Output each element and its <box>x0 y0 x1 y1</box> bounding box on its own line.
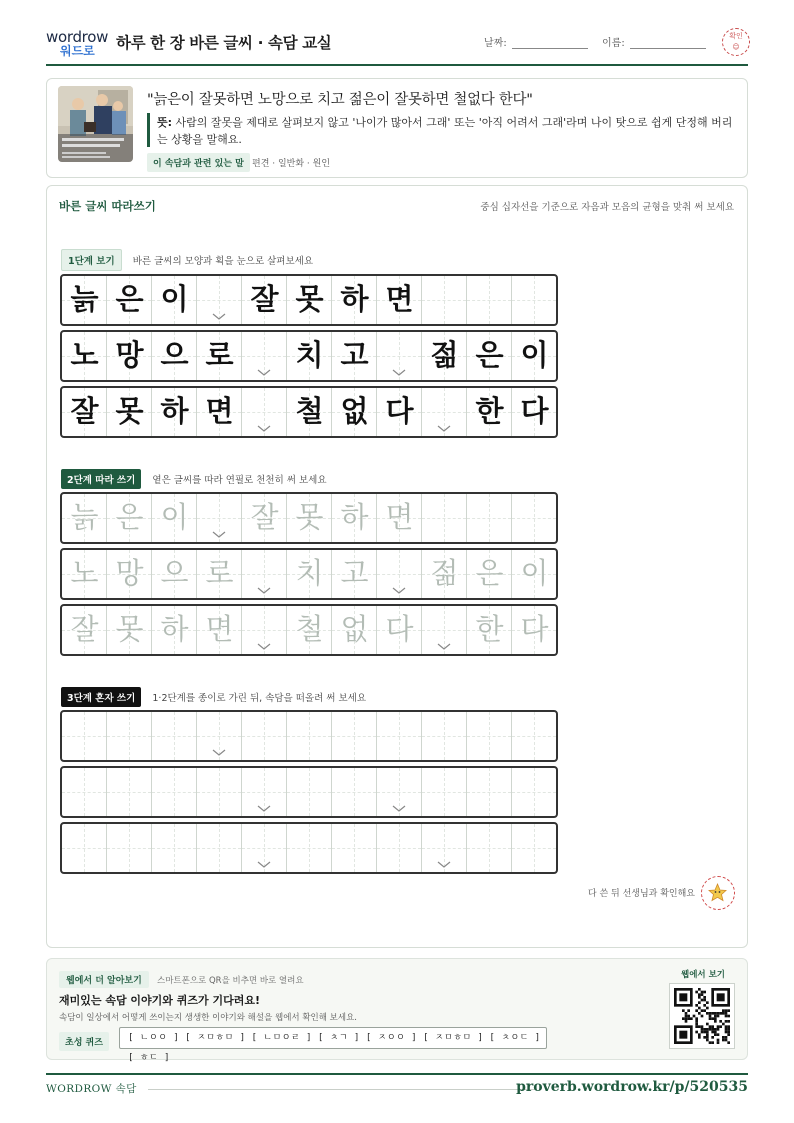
stage1-badge: 1단계 보기 <box>61 249 122 271</box>
grid-cell[interactable] <box>332 494 377 542</box>
hangul-char: 면 <box>385 282 414 316</box>
grid-cell <box>152 332 197 380</box>
grid-cell[interactable] <box>287 824 332 872</box>
grid-cell[interactable] <box>62 712 107 760</box>
grid-cell[interactable] <box>62 550 107 598</box>
grid-cell[interactable] <box>512 550 557 598</box>
hangul-char: 치 <box>295 338 324 372</box>
hangul-char: 한 <box>475 612 504 646</box>
name-label: 이름: <box>602 38 625 49</box>
trace-row[interactable] <box>60 492 558 544</box>
grid-cell[interactable] <box>422 550 467 598</box>
stamp-text: 확인 <box>729 32 743 40</box>
grid-cell[interactable] <box>512 606 557 654</box>
grid-cell[interactable] <box>377 606 422 654</box>
meaning-label: 뜻: <box>157 116 173 129</box>
hangul-char: 다 <box>385 612 414 646</box>
grid-cell[interactable] <box>287 712 332 760</box>
grid-cell <box>107 388 152 436</box>
grid-cell[interactable] <box>152 712 197 760</box>
qr-code-icon[interactable] <box>669 983 735 1049</box>
grid-cell <box>197 332 242 380</box>
grid-cell[interactable] <box>197 768 242 816</box>
web-title: 재미있는 속담 이야기와 퀴즈가 기다려요! <box>59 994 260 1007</box>
grid-cell <box>242 276 287 324</box>
hangul-char: 잘 <box>70 394 99 428</box>
hangul-char: 젊 <box>430 556 459 590</box>
grid-cell <box>107 276 152 324</box>
hangul-char: 다 <box>520 394 549 428</box>
grid-cell[interactable] <box>512 494 557 542</box>
grid-cell[interactable] <box>152 606 197 654</box>
star-stamp-icon <box>701 876 735 910</box>
grid-cell[interactable] <box>152 494 197 542</box>
grid-cell[interactable] <box>197 606 242 654</box>
grid-cell[interactable] <box>62 606 107 654</box>
grid-cell[interactable] <box>332 550 377 598</box>
hangul-char: 면 <box>205 394 234 428</box>
grid-cell <box>152 276 197 324</box>
grid-cell[interactable] <box>422 824 467 872</box>
grid-cell[interactable] <box>467 550 512 598</box>
footer-divider <box>46 1073 748 1075</box>
grid-cell[interactable] <box>512 712 557 760</box>
grid-cell <box>332 332 377 380</box>
grid-cell <box>242 332 287 380</box>
hangul-char: 망 <box>115 338 144 372</box>
hangul-char: 못 <box>115 612 144 646</box>
hangul-char: 이 <box>520 556 549 590</box>
grid-cell[interactable] <box>467 606 512 654</box>
stamp-face-icon: ☺ <box>732 43 740 51</box>
grid-cell[interactable] <box>197 550 242 598</box>
related-words: 편견 · 일반화 · 원인 <box>252 159 331 169</box>
grid-cell <box>467 388 512 436</box>
grid-cell[interactable] <box>287 768 332 816</box>
hangul-char: 은 <box>115 500 144 534</box>
trace-row[interactable] <box>60 548 558 600</box>
grid-cell <box>467 332 512 380</box>
grid-cell[interactable] <box>422 712 467 760</box>
grid-cell[interactable] <box>242 768 287 816</box>
grid-cell[interactable] <box>422 494 467 542</box>
model-row <box>60 274 558 326</box>
grid-cell[interactable] <box>332 712 377 760</box>
grid-cell <box>467 276 512 324</box>
grid-cell[interactable] <box>377 712 422 760</box>
check-stamp <box>722 28 750 56</box>
proverb-meaning <box>157 114 737 148</box>
grid-cell[interactable] <box>197 824 242 872</box>
practice-hint: 중심 십자선을 기준으로 자음과 모음의 균형을 맞춰 써 보세요 <box>480 202 734 213</box>
hangul-char: 다 <box>385 394 414 428</box>
hangul-char: 망 <box>115 556 144 590</box>
grid-cell <box>377 276 422 324</box>
related-tag: 이 속담과 관련 있는 말 <box>147 153 250 172</box>
web-description: 속담이 일상에서 어떻게 쓰이는지 생생한 이야기와 해설을 웹에서 확인해 보세요. <box>59 1013 357 1023</box>
hangul-char: 노 <box>70 556 99 590</box>
grid-cell[interactable] <box>242 824 287 872</box>
space-mark-icon <box>256 854 272 864</box>
grid-cell <box>512 332 557 380</box>
hangul-char: 로 <box>205 338 234 372</box>
hangul-char: 은 <box>475 338 504 372</box>
grid-cell[interactable] <box>242 606 287 654</box>
space-mark-icon <box>391 798 407 808</box>
grid-cell[interactable] <box>107 712 152 760</box>
practice-title: 바른 글씨 따라쓰기 <box>59 199 156 213</box>
grid-cell <box>287 388 332 436</box>
hangul-char: 잘 <box>250 282 279 316</box>
grid-cell <box>287 332 332 380</box>
grid-cell <box>62 332 107 380</box>
grid-cell[interactable] <box>512 768 557 816</box>
grid-cell[interactable] <box>197 494 242 542</box>
grid-cell[interactable] <box>467 712 512 760</box>
space-mark-icon <box>436 854 452 864</box>
grid-cell[interactable] <box>62 768 107 816</box>
hangul-char: 늙 <box>70 282 99 316</box>
grid-cell[interactable] <box>62 824 107 872</box>
space-mark-icon <box>256 362 272 372</box>
footer-brand: WORDROW 속담 <box>46 1083 137 1095</box>
grid-cell <box>242 388 287 436</box>
grid-cell[interactable] <box>242 494 287 542</box>
stage3-header <box>61 686 366 707</box>
grid-cell[interactable] <box>467 768 512 816</box>
grid-cell <box>332 276 377 324</box>
model-row <box>60 330 558 382</box>
logo-wordmark: wordrow <box>46 28 109 46</box>
grid-cell <box>512 388 557 436</box>
space-mark-icon <box>211 742 227 752</box>
meaning-text: 사람의 잘못을 제대로 살펴보지 않고 '나이가 많아서 그래' 또는 '아직 어려서 그래'라며 나이 탓으로 쉽게 단정해 버리는 상황을 말해요. <box>157 116 733 146</box>
footer-url[interactable]: proverb.wordrow.kr/p/520535 <box>516 1079 748 1095</box>
web-more-box <box>46 958 748 1063</box>
blank-row[interactable] <box>60 710 558 762</box>
wordrow-logo <box>46 28 108 60</box>
grid-cell[interactable] <box>107 606 152 654</box>
hangul-char: 치 <box>295 556 324 590</box>
hangul-char: 철 <box>295 394 324 428</box>
grid-cell <box>332 388 377 436</box>
stage3-badge: 3단계 혼자 쓰기 <box>61 687 141 707</box>
grid-cell[interactable] <box>377 824 422 872</box>
qr-code-image <box>674 988 730 1044</box>
grid-cell[interactable] <box>467 824 512 872</box>
hangul-char: 노 <box>70 338 99 372</box>
hangul-char: 으 <box>160 556 189 590</box>
space-mark-icon <box>211 524 227 534</box>
hangul-char: 이 <box>520 338 549 372</box>
grid-cell[interactable] <box>287 494 332 542</box>
hangul-char: 하 <box>160 612 189 646</box>
hangul-char: 고 <box>340 338 369 372</box>
grid-cell[interactable] <box>152 768 197 816</box>
stage2-badge: 2단계 따라 쓰기 <box>61 469 141 489</box>
space-mark-icon <box>391 580 407 590</box>
proverb-text: "늙은이 잘못하면 노망으로 치고 젊은이 잘못하면 철없다 한다" <box>147 92 533 108</box>
grid-cell[interactable] <box>332 606 377 654</box>
grid-cell[interactable] <box>242 712 287 760</box>
hangul-char: 없 <box>340 394 369 428</box>
grid-cell[interactable] <box>467 494 512 542</box>
grid-cell[interactable] <box>287 606 332 654</box>
space-mark-icon <box>391 362 407 372</box>
date-label: 날짜: <box>484 38 507 49</box>
meaning-accent-bar <box>147 113 150 147</box>
stage2-header <box>61 468 327 489</box>
grid-cell[interactable] <box>107 550 152 598</box>
space-mark-icon <box>256 636 272 646</box>
hangul-char: 없 <box>340 612 369 646</box>
chosung-quiz-box: [ ㄴㅇㅇ ] [ ㅈㅁㅎㅁ ] [ ㄴㅁㅇㄹ ] [ ㅊㄱ ] [ ㅈㅇㅇ ] [ ㅈㅁㅎㅁ ] [ ㅊㅇㄷ ] [ ㅎㄷ ] <box>119 1027 547 1049</box>
page-title: 하루 한 장 바른 글씨 · 속담 교실 <box>116 34 332 52</box>
grid-cell[interactable] <box>242 550 287 598</box>
grid-cell[interactable] <box>107 824 152 872</box>
grid-cell[interactable] <box>422 606 467 654</box>
hangul-char: 면 <box>385 500 414 534</box>
grid-cell[interactable] <box>377 494 422 542</box>
grid-cell <box>377 332 422 380</box>
hangul-char: 못 <box>295 282 324 316</box>
grid-cell <box>197 388 242 436</box>
stage1-header <box>61 249 313 271</box>
grid-cell[interactable] <box>332 768 377 816</box>
hangul-char: 면 <box>205 612 234 646</box>
hangul-char: 늙 <box>70 500 99 534</box>
model-row <box>60 386 558 438</box>
grid-cell[interactable] <box>107 768 152 816</box>
grid-cell <box>287 276 332 324</box>
page-header <box>46 22 748 66</box>
footer-rule <box>148 1089 536 1090</box>
grid-cell[interactable] <box>332 824 377 872</box>
hangul-char: 못 <box>115 394 144 428</box>
grid-cell <box>422 332 467 380</box>
grid-cell[interactable] <box>377 768 422 816</box>
grid-cell[interactable] <box>377 550 422 598</box>
logo-korean: 워드로 <box>60 44 95 58</box>
teacher-check-text: 다 쓴 뒤 선생님과 확인해요 <box>587 889 695 899</box>
stage1-hint: 바른 글씨의 모양과 획을 눈으로 살펴보세요 <box>132 256 314 267</box>
grid-cell[interactable] <box>107 494 152 542</box>
proverb-card <box>46 78 748 178</box>
web-qr-hint: 스마트폰으로 QR을 비추면 바로 열려요 <box>157 976 304 986</box>
grid-cell <box>62 276 107 324</box>
hangul-char: 이 <box>160 282 189 316</box>
proverb-illustration <box>58 86 133 162</box>
hangul-char: 로 <box>205 556 234 590</box>
hangul-char: 젊 <box>430 338 459 372</box>
web-more-tag: 웹에서 더 알아보기 <box>59 971 149 988</box>
grid-cell <box>62 388 107 436</box>
illustration-image <box>58 86 133 162</box>
hangul-char: 하 <box>340 500 369 534</box>
hangul-char: 으 <box>160 338 189 372</box>
grid-cell <box>107 332 152 380</box>
grid-cell <box>422 388 467 436</box>
grid-cell[interactable] <box>197 712 242 760</box>
trace-row[interactable] <box>60 604 558 656</box>
hangul-char: 은 <box>475 556 504 590</box>
hangul-char: 못 <box>295 500 324 534</box>
grid-cell[interactable] <box>62 494 107 542</box>
blank-row[interactable] <box>60 822 558 874</box>
stage2-hint: 옅은 글씨를 따라 연필로 천천히 써 보세요 <box>152 474 327 486</box>
space-mark-icon <box>436 636 452 646</box>
hangul-char: 철 <box>295 612 324 646</box>
date-field[interactable] <box>512 48 588 49</box>
hangul-char: 다 <box>520 612 549 646</box>
grid-cell <box>197 276 242 324</box>
grid-cell[interactable] <box>287 550 332 598</box>
hangul-char: 은 <box>115 282 144 316</box>
grid-cell[interactable] <box>422 768 467 816</box>
stage3-hint: 1·2단계를 종이로 가린 뒤, 속담을 떠올려 써 보세요 <box>152 692 367 704</box>
grid-cell <box>152 388 197 436</box>
grid-cell <box>377 388 422 436</box>
blank-row[interactable] <box>60 766 558 818</box>
grid-cell[interactable] <box>152 824 197 872</box>
hangul-char: 이 <box>160 500 189 534</box>
space-mark-icon <box>256 798 272 808</box>
name-field[interactable] <box>630 48 706 49</box>
hangul-char: 잘 <box>250 500 279 534</box>
hangul-char: 고 <box>340 556 369 590</box>
grid-cell[interactable] <box>512 824 557 872</box>
space-mark-icon <box>436 418 452 428</box>
hangul-char: 하 <box>160 394 189 428</box>
web-view-label: 웹에서 보기 <box>681 970 726 980</box>
star-icon <box>702 877 733 908</box>
hangul-char: 잘 <box>70 612 99 646</box>
grid-cell[interactable] <box>152 550 197 598</box>
chosung-quiz-tag: 초성 퀴즈 <box>59 1032 109 1051</box>
grid-cell <box>422 276 467 324</box>
space-mark-icon <box>256 418 272 428</box>
hangul-char: 한 <box>475 394 504 428</box>
space-mark-icon <box>256 580 272 590</box>
hangul-char: 하 <box>340 282 369 316</box>
space-mark-icon <box>211 306 227 316</box>
grid-cell <box>512 276 557 324</box>
